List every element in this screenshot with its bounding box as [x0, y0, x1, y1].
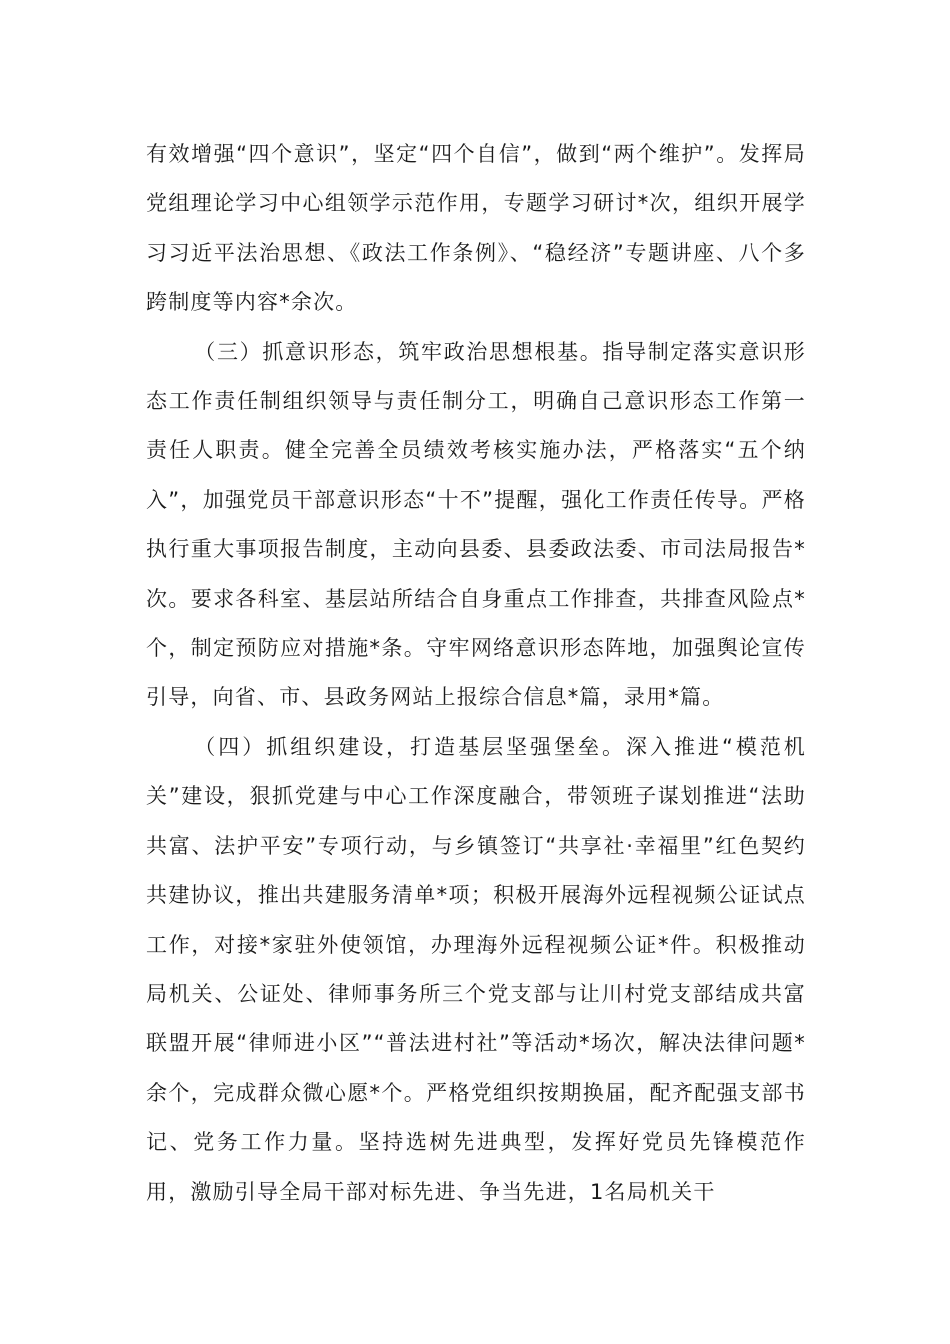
- paragraph-ideology: （三）抓意识形态，筑牢政治思想根基。指导制定落实意识形态工作责任制组织领导与责任制分工，明确自己意识形态工作第一责任人职责。健全完善全员绩效考核实施办法，严格落实“五个纳入”，加强党员干部意识形态“十不”提醒，强化工作责任传导。严格执行重大事项报告制度，主动向县委、县委政法委、市司法局报告*次。要求各科室、基层站所结合自身重点工作排查，共排查风险点*个，制定预防应对措施*条。守牢网络意识形态阵地，加强舆论宣传引导，向省、市、县政务网站上报综合信息*篇，录用*篇。: [146, 339, 806, 710]
- paragraph-intro-continued: 有效增强“四个意识”，坚定“四个自信”，做到“两个维护”。发挥局党组理论学习中心组领学示范作用，专题学习研讨*次，组织开展学习习近平法治思想、《政法工作条例》、“稳经济”专题讲座、八个多跨制度等内容*余次。: [146, 142, 806, 315]
- document-body: [146, 130, 806, 1217]
- paragraph-organization: （四）抓组织建设，打造基层坚强堡垒。深入推进“模范机关”建设，狠抓党建与中心工作深度融合，带领班子谋划推进“法助共富、法护平安”专项行动，与乡镇签订“共享社·幸福里”红色契约共建协议，推出共建服务清单*项；积极开展海外远程视频公证试点工作，对接*家驻外使领馆，办理海外远程视频公证*件。积极推动局机关、公证处、律师事务所三个党支部与让川村党支部结成共富联盟开展“律师进小区”“普法进村社”等活动*场次，解决法律问题*余个，完成群众微心愿*个。严格党组织按期换届，配齐配强支部书记、党务工作力量。坚持选树先进典型，发挥好党员先锋模范作用，激励引导全局干部对标先进、争当先进，1名局机关干: [146, 734, 806, 1204]
